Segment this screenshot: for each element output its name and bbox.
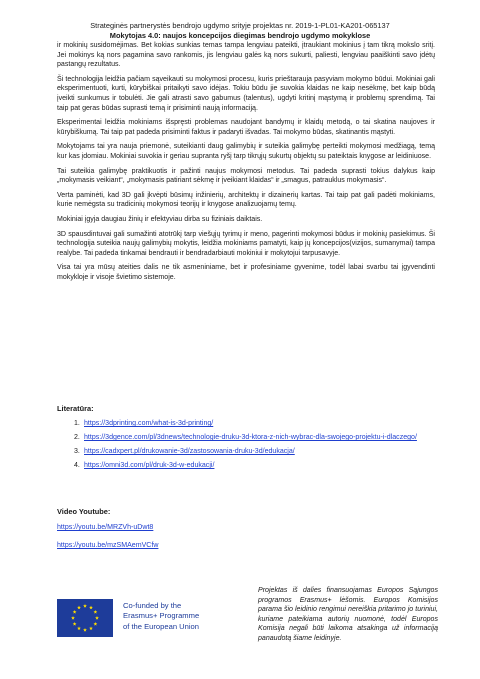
funding-disclaimer: Projektas iš dalies finansuojamas Europos Sąjungos programos Erasmus+ lėšomis. Europos Komisijos parama šio leidinio rengimui nereiškia pritarimo jo turiniui, kuriame pateikiama autorių nuomonė, todėl Europos Komisija negali būti laikoma atsakinga už informaciją panaudotą šiame leidinyje.: [258, 587, 438, 642]
literature-link[interactable]: https://cadxpert.pl/drukowanie-3d/zastosowania-druku-3d/edukacja/: [84, 448, 295, 455]
eu-logo-text: [123, 601, 199, 632]
video-link[interactable]: https://youtu.be/MRZVh-uDwt8: [57, 524, 154, 531]
paragraph: Mokiniai įgyja daugiau žinių ir efektyviau dirba su fiziniais daiktais.: [57, 215, 263, 223]
literature-link[interactable]: https://3dgence.com/pl/3dnews/technologie-druku-3d-ktora-z-nich-wybrac-dla-swojego-projektu-i-dlaczego/: [84, 434, 417, 441]
paragraph: 3D spausdintuvai gali sumažinti atotrūkį tarp viešųjų tyrimų ir meno, pagerinti mokymosi būdus ir mokinių pasiekimus. Ši technologija suteikia naujų galimybių mokytis, leidžia mokiniams pamatyti, kaip jų koncepcijos(vizijos, sumanymai) tampa realybe. Tai padeda tinkamai bendrauti ir bendradarbiauti mokiniui ir mokytojui tarpusavyje.: [57, 230, 435, 257]
eu-star: [89, 626, 93, 630]
eu-star: [93, 610, 97, 614]
list-number: 3.: [74, 448, 80, 455]
list-number: 2.: [74, 434, 80, 441]
eu-star: [77, 606, 81, 610]
paragraph: Ši technologija leidžia pačiam sąveikauti su mokymosi procesu, kuris prieštarauja pasyviam mokymo būdui. Mokiniai gali eksperimentuoti, kurti, kūrybiškai pritaikyti savo idėjas. Tokiu būdu jie suvokia klaidas ne kaip nesėkmę, bet kaip būdą įveikti sunkumus ir tobulėti. Jie gali atrasti savo gabumus (talentus), ugdyti kritinį mąstymą ir problemų sprendimą. Tai taip pat geras būdas suprasti temą ir prisiminti naują informaciją.: [57, 75, 435, 112]
eu-flag-icon: [57, 599, 113, 637]
body-text: [57, 41, 435, 287]
eu-logo-line: Co-funded by the: [123, 601, 182, 610]
eu-erasmus-logo: [57, 597, 225, 641]
paragraph: Mokytojams tai yra nauja priemonė, suteikianti daug galimybių ir suteikia galimybę perteikti mokymosi medžiagą, temą kur kas įdomiau. Mokiniai suvokia ir geriau supranta ryšį tarp tikrųjų sukurtų objektų su pateiktais knygose ar leidiniuose.: [57, 143, 435, 160]
paragraph: ir mokinių susidomėjimas. Bet kokias sunkias temas tampa lengviau pateikti, įtraukiant mokinius į tam tikrą mokslo sritį. Jei mokinys ką nors pagamina savo rankomis, jis lengviau galės ką nors sukurti, paliesti, lengviau paaiškinti savo įdėtų pastangų rezultatus.: [57, 42, 435, 69]
paragraph: Visa tai yra mūsų ateities dalis ne tik asmeniniame, bet ir profesiniame gyvenime, todėl labai svarbu tai įgyvendinti mokykloje ir visoje švietimo sistemoje.: [57, 264, 435, 281]
eu-star: [73, 622, 77, 626]
header-title: Mokytojas 4.0: naujos koncepcijos diegimas bendrojo ugdymo mokyklose: [109, 30, 371, 40]
list-item: [74, 461, 444, 471]
eu-logo-line: of the European Union: [123, 621, 199, 631]
literature-heading: Literatūra:: [57, 404, 94, 413]
eu-stars-icon: [57, 599, 113, 637]
eu-star: [93, 622, 97, 626]
eu-star: [95, 616, 99, 620]
eu-star: [89, 606, 93, 610]
list-item: [74, 433, 444, 443]
paragraph: Eksperimentai leidžia mokiniams išspręsti problemas naudojant bandymų ir klaidų metodą, o tai skatina naujoves ir kūrybiškumą. Tai taip pat padeda prisiminti faktus ir padaryti išvadas. Tai mokymo būdas, skatinantis mąstyti.: [57, 119, 435, 136]
paragraph: Verta paminėti, kad 3D gali įkvėpti būsimų inžinierių, architektų ir dizainerių kartas. Tai taip pat gali padėti mokiniams, kurie nemėgsta su tradicinių mokymosi teorijų ir knygose analizuojamų temų.: [57, 191, 435, 209]
eu-logo-line: Erasmus+ Programme: [123, 611, 200, 621]
video-heading: Video Youtube:: [57, 507, 111, 516]
literature-link[interactable]: https://3dprinting.com/what-is-3d-printing/: [84, 420, 214, 427]
list-number: 1.: [74, 420, 80, 427]
eu-star: [77, 626, 81, 630]
eu-star: [71, 616, 75, 620]
literature-link[interactable]: https://omni3d.com/pl/druk-3d-w-edukacji/: [84, 462, 215, 469]
header-project-line: Strateginės partnerystės bendrojo ugdymo srityje projektas nr. 2019-1-PL01-KA201-065137: [90, 21, 390, 30]
literature-list: [74, 419, 444, 475]
video-link[interactable]: https://youtu.be/mzSMAemVCfw: [57, 542, 159, 549]
page-header: [20, 21, 460, 40]
list-item: [74, 419, 444, 429]
eu-star: [73, 610, 77, 614]
paragraph: Tai suteikia galimybę praktikuotis ir pažinti naujus mokymosi metodus. Tai padeda suprasti tokius dalykus kaip „mokymasis veikiant“, „mokymasis patiriant sėkmę ir įveikiant klaidas“ ir „smagus, patrauklus mokymasis“.: [57, 167, 435, 185]
eu-star: [83, 604, 87, 608]
list-item: [74, 447, 444, 457]
eu-star: [83, 628, 87, 632]
list-number: 4.: [74, 462, 80, 469]
